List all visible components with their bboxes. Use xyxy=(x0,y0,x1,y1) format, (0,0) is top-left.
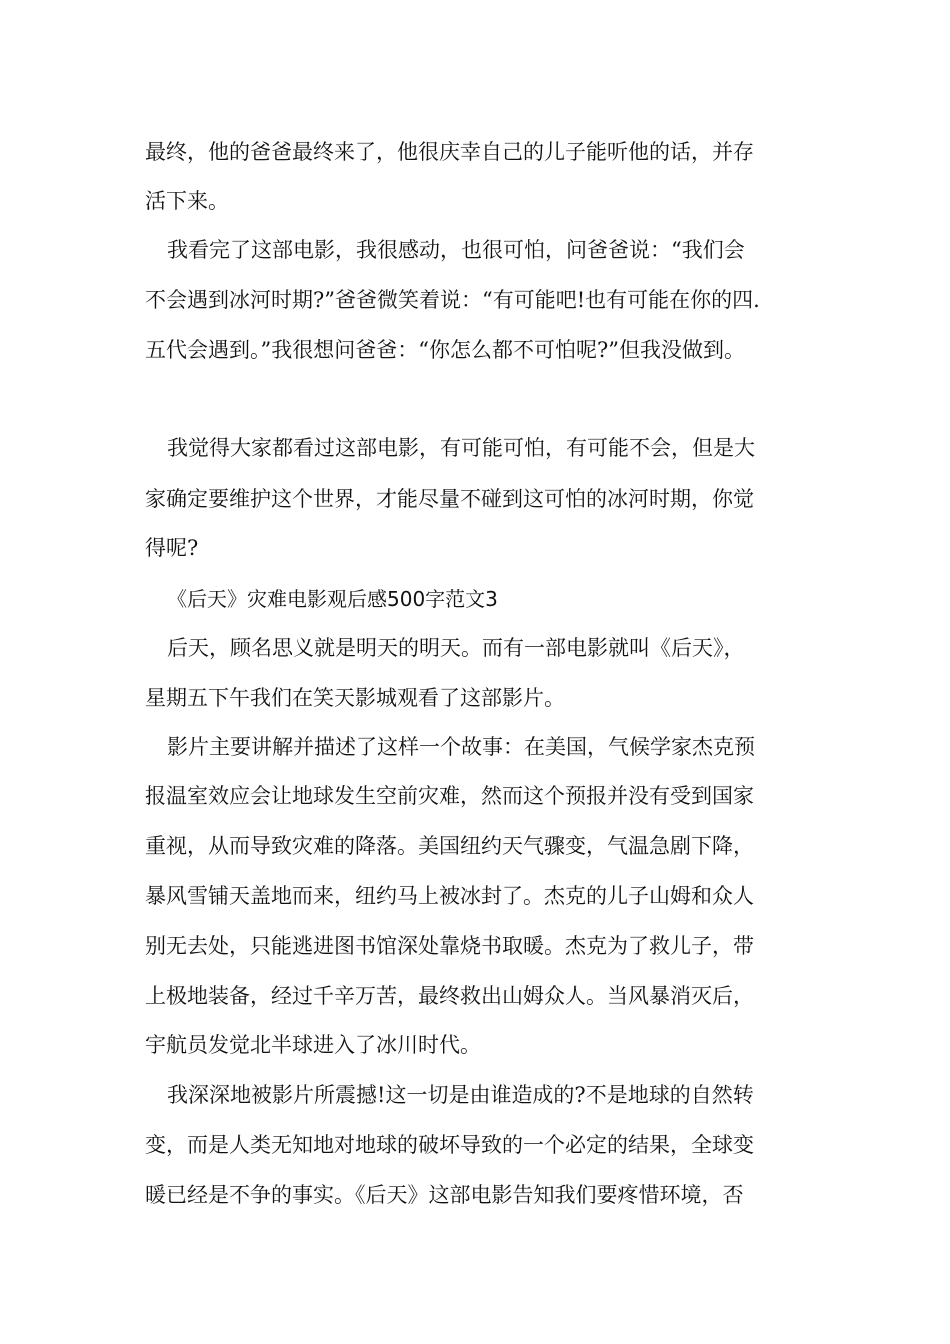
text-line: 星期五下午我们在笑天影城观看了这部影片。 xyxy=(145,686,565,710)
text-line: 重视，从而导致灾难的降落。美国纽约天气骤变，气温急剧下降， xyxy=(145,834,754,858)
text-line: 得呢? xyxy=(145,536,199,560)
text-line: 暴风雪铺天盖地而来，纽约马上被冰封了。杰克的儿子山姆和众人 xyxy=(145,884,754,908)
text-line: 五代会遇到。”我很想问爸爸：“你怎么都不可怕呢?”但我没做到。 xyxy=(145,338,745,362)
text-line: 变，而是人类无知地对地球的破坏导致的一个必定的结果，全球变 xyxy=(145,1133,754,1157)
text-line: 宇航员发觉北半球进入了冰川时代。 xyxy=(145,1033,481,1057)
text-line: 影片主要讲解并描述了这样一个故事：在美国，气候学家杰克预 xyxy=(167,735,755,759)
text-line: 不会遇到冰河时期?”爸爸微笑着说：“有可能吧!也有可能在你的四. xyxy=(145,288,760,312)
text-line: 最终，他的爸爸最终来了，他很庆幸自己的儿子能听他的话，并存 xyxy=(145,140,754,164)
text-line: 暖已经是不争的事实。《后天》这部电影告知我们要疼惜环境，否 xyxy=(145,1183,744,1207)
text-line: 家确定要维护这个世界，才能尽量不碰到这可怕的冰河时期，你觉 xyxy=(145,487,754,511)
text-line: 我觉得大家都看过这部电影，有可能可怕，有可能不会，但是大 xyxy=(167,436,755,460)
text-line: 别无去处，只能逃进图书馆深处靠烧书取暖。杰克为了救儿子，带 xyxy=(145,934,754,958)
text-line: 活下来。 xyxy=(145,189,229,213)
text-line: 报温室效应会让地球发生空前灾难，然而这个预报并没有受到国家 xyxy=(145,784,754,808)
text-line: 上极地装备，经过千辛万苦，最终救出山姆众人。当风暴消灭后， xyxy=(145,984,754,1008)
section-heading: 《后天》灾难电影观后感500字范文3 xyxy=(167,587,498,611)
text-line: 我深深地被影片所震撼!这一切是由谁造成的?不是地球的自然转 xyxy=(167,1083,754,1107)
text-line: 我看完了这部电影，我很感动，也很可怕，问爸爸说：“我们会 xyxy=(167,238,745,262)
text-line: 后天，顾名思义就是明天的明天。而有一部电影就叫《后天》， xyxy=(167,636,745,660)
